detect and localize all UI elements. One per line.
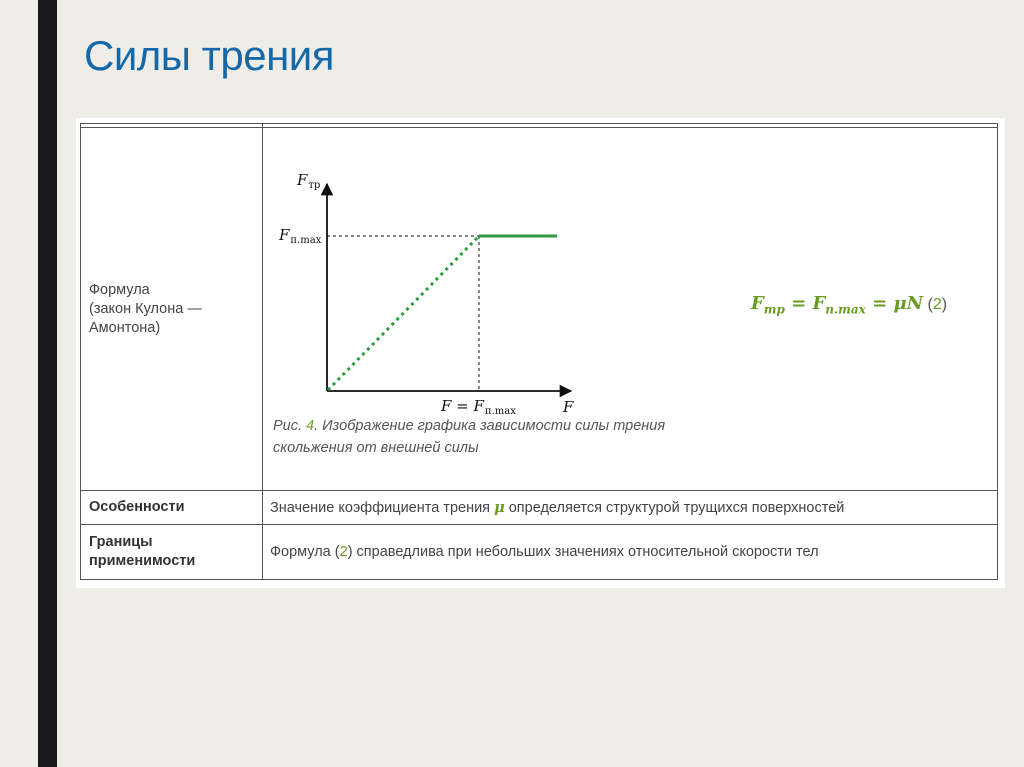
x-axis-label: F: [563, 398, 574, 416]
static-friction-line: [328, 236, 479, 390]
limits-label: Границы применимости: [81, 525, 263, 580]
content-panel: [76, 118, 1005, 588]
limits-text: Формула (2) справедлива при небольших значениях относительной скорости тел: [263, 525, 998, 580]
left-accent-bar: [38, 0, 57, 767]
y-axis-label: $F_{тр}$: [297, 171, 321, 191]
friction-graph: [265, 132, 595, 422]
coulomb-amontons-formula: $F_{тр} = F_{п.max} = \mu N$ (2): [751, 293, 948, 317]
table-row-formula: [81, 128, 998, 491]
figure-cell: [263, 128, 998, 491]
table-row-limits: [81, 525, 998, 580]
y-max-label: $F_{п.max}$: [279, 226, 322, 246]
features-text: Значение коэффициента трения μ определяется структурой трущихся поверхностей: [263, 491, 998, 525]
x-mark-label: $F = F_{п.max}$: [441, 397, 516, 417]
figure-caption: Рис. 4. Изображение графика зависимости силы трения скольжения от внешней силы: [273, 418, 666, 456]
formula-label: Формула (закон Кулона — Амонтона): [81, 128, 263, 491]
table-row-features: [81, 491, 998, 525]
page-title: Силы трения: [84, 32, 335, 79]
features-label: Особенности: [81, 491, 263, 525]
friction-table: [80, 123, 998, 580]
